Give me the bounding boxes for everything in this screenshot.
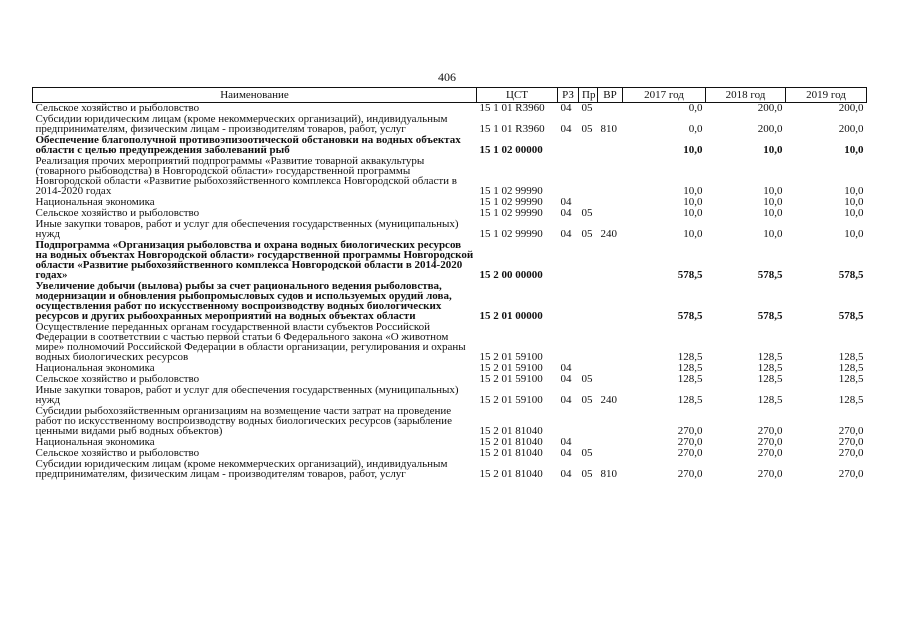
row-rz: 04	[560, 123, 572, 135]
row-value-2017: 270,0	[677, 436, 703, 448]
row-code: 15 2 01 59100	[479, 351, 543, 363]
header-2018: 2018 год	[706, 88, 786, 103]
row-code: 15 1 02 99990	[479, 228, 543, 240]
row-value-2017: 270,0	[677, 425, 703, 437]
row-value-2017: 10,0	[683, 144, 703, 156]
row-name: Сельское хозяйство и рыболовство	[35, 373, 200, 385]
row-rz	[558, 135, 579, 156]
row-vr	[598, 448, 623, 459]
row-vr	[598, 135, 623, 156]
row-value-2018: 270,0	[757, 425, 783, 437]
row-value-2018: 128,5	[757, 373, 783, 385]
row-code: 15 1 02 99990	[479, 207, 543, 219]
row-vr	[598, 240, 623, 281]
row-vr: 240	[600, 394, 617, 406]
header-2019: 2019 год	[786, 88, 867, 103]
row-vr	[598, 437, 623, 448]
row-value-2018: 10,0	[763, 228, 783, 240]
row-name: Реализация прочих мероприятий подпрограммы «Развитие товарной аквакультуры (товарного рыбоводства) в Новгородской области» государственной программы Новгородской области «Развитие рыбохозяйственного комплекса Новгородской области в 2014-2020 годах	[35, 155, 457, 197]
row-vr: 810	[600, 468, 617, 480]
table-body	[33, 103, 867, 481]
row-value-2018: 128,5	[757, 394, 783, 406]
row-value-2019: 270,0	[838, 425, 864, 437]
row-name: Сельское хозяйство и рыболовство	[35, 447, 200, 459]
row-value-2017: 10,0	[683, 196, 703, 208]
row-vr	[598, 197, 623, 208]
row-value-2018: 10,0	[763, 196, 783, 208]
row-name: Увеличение добычи (вылова) рыбы за счет рационального ведения рыболовства, модернизации и обновления рыбопромысловых судов и используемых орудий лова, осуществления работ по искусственному воспроизводству водных биологических ресурсов и других рыбоохранных мероприятий на водных объектах области	[35, 280, 452, 322]
row-pr	[579, 322, 598, 363]
row-value-2018: 128,5	[757, 351, 783, 363]
row-vr	[598, 156, 623, 197]
row-rz: 04	[560, 228, 572, 240]
row-name: Сельское хозяйство и рыболовство	[35, 207, 200, 219]
row-value-2018: 10,0	[763, 207, 783, 219]
row-vr	[598, 322, 623, 363]
row-value-2019: 578,5	[838, 310, 864, 322]
row-vr	[598, 208, 623, 219]
row-rz	[558, 322, 579, 363]
row-value-2017: 128,5	[677, 351, 703, 363]
header-code: ЦСТ	[477, 88, 558, 103]
row-name: Национальная экономика	[35, 362, 155, 374]
row-rz: 04	[560, 394, 572, 406]
row-value-2019: 128,5	[838, 394, 864, 406]
row-value-2018: 270,0	[757, 468, 783, 480]
row-code: 15 1 02 00000	[479, 144, 543, 156]
row-value-2019: 10,0	[844, 196, 864, 208]
row-value-2019: 128,5	[838, 362, 864, 374]
row-name: Субсидии юридическим лицам (кроме некоммерческих организаций), индивидуальным предпринимателям, физическим лицам - производителям товаров, работ, услуг	[35, 113, 448, 135]
row-pr: 05	[581, 447, 593, 459]
row-value-2017: 128,5	[677, 362, 703, 374]
row-pr: 05	[581, 394, 593, 406]
row-value-2019: 578,5	[838, 269, 864, 281]
row-rz: 04	[560, 373, 572, 385]
row-pr	[579, 156, 598, 197]
row-value-2019: 270,0	[838, 436, 864, 448]
row-name: Осуществление переданных органам государственной власти субъектов Российской Федерации в соответствии с частью первой статьи 6 Федерального закона «О животном мире» полномочий Российской Федерации в области организации, регулирования и охраны водных биологических ресурсов	[35, 321, 466, 363]
row-code: 15 1 01 R3960	[479, 102, 545, 114]
row-code: 15 2 01 81040	[479, 468, 543, 480]
row-rz: 04	[560, 468, 572, 480]
row-vr	[598, 406, 623, 437]
table-row	[33, 114, 867, 135]
row-name: Обеспечение благополучной противоэпизоотической обстановки на водных объектах области с целью предупреждения заболеваний рыб	[35, 134, 461, 156]
row-value-2019: 10,0	[844, 207, 864, 219]
row-pr	[579, 406, 598, 437]
row-value-2017: 128,5	[677, 394, 703, 406]
row-code: 15 2 01 59100	[479, 362, 543, 374]
row-value-2017: 10,0	[683, 228, 703, 240]
row-pr: 05	[581, 102, 593, 114]
row-code: 15 2 01 59100	[479, 394, 543, 406]
row-rz	[558, 156, 579, 197]
row-value-2018: 200,0	[757, 123, 783, 135]
header-name: Наименование	[33, 88, 477, 103]
row-vr	[598, 281, 623, 322]
row-vr	[598, 363, 623, 374]
table-header	[33, 88, 867, 103]
row-value-2017: 0,0	[688, 123, 703, 135]
row-value-2019: 200,0	[838, 123, 864, 135]
header-vr: ВР	[598, 88, 623, 103]
row-value-2018: 578,5	[757, 310, 783, 322]
row-code: 15 2 00 00000	[479, 269, 543, 281]
row-rz: 04	[560, 447, 572, 459]
row-code: 15 2 01 81040	[479, 436, 543, 448]
row-value-2017: 270,0	[677, 447, 703, 459]
table-row	[33, 322, 867, 363]
header-2017: 2017 год	[623, 88, 706, 103]
row-name: Национальная экономика	[35, 436, 155, 448]
table-row	[33, 406, 867, 437]
row-value-2017: 0,0	[688, 102, 703, 114]
row-value-2018: 270,0	[757, 447, 783, 459]
row-pr: 05	[581, 373, 593, 385]
row-vr: 810	[600, 123, 617, 135]
row-value-2019: 10,0	[844, 185, 864, 197]
header-rz: РЗ	[558, 88, 579, 103]
row-name: Иные закупки товаров, работ и услуг для обеспечения государственных (муниципальных) нужд	[35, 218, 459, 240]
row-value-2017: 578,5	[677, 269, 703, 281]
row-name: Субсидии юридическим лицам (кроме некоммерческих организаций), индивидуальным предпринимателям, физическим лицам - производителям товаров, работ, услуг	[35, 458, 448, 480]
row-value-2019: 10,0	[844, 228, 864, 240]
table-row	[33, 240, 867, 281]
row-value-2017: 270,0	[677, 468, 703, 480]
row-name: Иные закупки товаров, работ и услуг для обеспечения государственных (муниципальных) нужд	[35, 384, 459, 406]
row-pr	[579, 135, 598, 156]
row-rz: 04	[560, 207, 572, 219]
row-code: 15 2 01 81040	[479, 447, 543, 459]
row-value-2019: 270,0	[838, 468, 864, 480]
row-code: 15 2 01 59100	[479, 373, 543, 385]
row-name: Субсидии рыбохозяйственным организациям на возмещение части затрат на проведение работ по искусственному воспроизводству водных биологических ресурсов (зарыбление ценными видами рыб водных объектов)	[35, 405, 452, 437]
row-rz	[558, 240, 579, 281]
row-vr: 240	[600, 228, 617, 240]
row-rz: 04	[560, 436, 572, 448]
row-value-2017: 10,0	[683, 207, 703, 219]
row-value-2018: 10,0	[763, 144, 783, 156]
row-value-2018: 10,0	[763, 185, 783, 197]
row-name: Национальная экономика	[35, 196, 155, 208]
row-name: Подпрограмма «Организация рыболовства и охрана водных биологических ресурсов на водных объектах Новгородской области» государственной программы Новгородской области «Развитие рыбохозяйственного комплекса Новгородской области в 2014-2020 годах»	[35, 239, 474, 281]
row-value-2019: 128,5	[838, 351, 864, 363]
table-row	[33, 385, 867, 406]
row-value-2019: 200,0	[838, 102, 864, 114]
row-rz: 04	[560, 102, 572, 114]
row-value-2017: 578,5	[677, 310, 703, 322]
row-code: 15 2 01 00000	[479, 310, 543, 322]
row-pr: 05	[581, 207, 593, 219]
row-pr	[579, 240, 598, 281]
row-value-2018: 578,5	[757, 269, 783, 281]
table-row	[33, 219, 867, 240]
table-row	[33, 459, 867, 480]
row-rz: 04	[560, 362, 572, 374]
row-code: 15 2 01 81040	[479, 425, 543, 437]
row-rz	[558, 406, 579, 437]
row-value-2019: 128,5	[838, 373, 864, 385]
row-value-2017: 128,5	[677, 373, 703, 385]
row-value-2019: 270,0	[838, 447, 864, 459]
header-pr: Пр	[579, 88, 598, 103]
table-row	[33, 135, 867, 156]
row-vr	[598, 103, 623, 115]
row-pr: 05	[581, 228, 593, 240]
row-pr: 05	[581, 123, 593, 135]
row-code: 15 1 02 99990	[479, 185, 543, 197]
table-row	[33, 156, 867, 197]
row-name: Сельское хозяйство и рыболовство	[35, 102, 200, 114]
row-code: 15 1 01 R3960	[479, 123, 545, 135]
row-code: 15 1 02 99990	[479, 196, 543, 208]
row-value-2019: 10,0	[844, 144, 864, 156]
page-number: 406	[438, 70, 456, 84]
row-pr: 05	[581, 468, 593, 480]
row-value-2018: 128,5	[757, 362, 783, 374]
row-rz: 04	[560, 196, 572, 208]
budget-table	[32, 87, 867, 480]
row-pr	[579, 281, 598, 322]
row-value-2018: 270,0	[757, 436, 783, 448]
row-rz	[558, 281, 579, 322]
row-value-2018: 200,0	[757, 102, 783, 114]
row-vr	[598, 374, 623, 385]
table-row	[33, 281, 867, 322]
row-value-2017: 10,0	[683, 185, 703, 197]
